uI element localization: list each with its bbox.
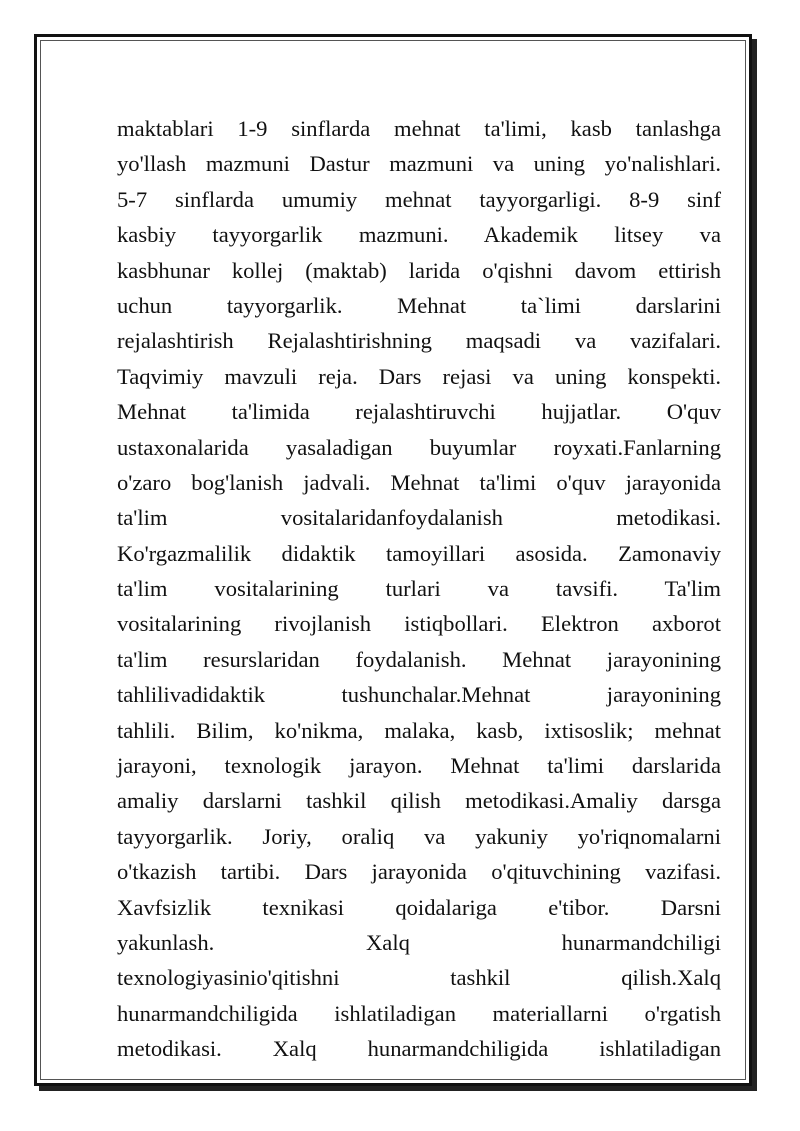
text-line: Mehnat ta'limida rejalashtiruvchi hujjatlar. O'quv — [117, 399, 721, 425]
text-line: kasbiy tayyorgarlik mazmuni. Akademik litsey va — [117, 222, 721, 248]
text-line: ta'lim vositalarining turlari va tavsifi. Ta'lim — [117, 576, 721, 602]
document-body — [117, 111, 721, 1067]
text-line: vositalarining rivojlanish istiqbollari. Elektron axborot — [117, 611, 721, 637]
page-frame — [34, 34, 752, 1086]
text-line: 5-7 sinflarda umumiy mehnat tayyorgarligi. 8-9 sinf — [117, 186, 721, 212]
text-line: yakunlash. Xalq hunarmandchiligi — [117, 929, 721, 955]
text-line: tayyorgarlik. Joriy, oraliq va yakuniy yo'riqnomalarni — [117, 823, 721, 849]
text-line: uchun tayyorgarlik. Mehnat ta`limi darslarini — [117, 292, 721, 318]
text-line: Taqvimiy mavzuli reja. Dars rejasi va uning konspekti. — [117, 363, 721, 389]
text-line: hunarmandchiligida ishlatiladigan materiallarni o'rgatish — [117, 1000, 721, 1026]
text-line: yo'llash mazmuni Dastur mazmuni va uning yo'nalishlari. — [117, 151, 721, 177]
text-line: tahlili. Bilim, ko'nikma, malaka, kasb, ixtisoslik; mehnat — [117, 717, 721, 743]
text-line: kasbhunar kollej (maktab) larida o'qishni davom ettirish — [117, 257, 721, 283]
text-line: Xavfsizlik texnikasi qoidalariga e'tibor. Darsni — [117, 894, 721, 920]
text-line: ta'lim resurslaridan foydalanish. Mehnat jarayonining — [117, 646, 721, 672]
text-line: rejalashtirish Rejalashtirishning maqsadi va vazifalari. — [117, 328, 721, 354]
text-line: tahlilivadidaktik tushunchalar.Mehnat jarayonining — [117, 682, 721, 708]
text-line: ta'lim vositalaridanfoydalanish metodikasi. — [117, 505, 721, 531]
text-line: Ko'rgazmalilik didaktik tamoyillari asosida. Zamonaviy — [117, 540, 721, 566]
text-line: amaliy darslarni tashkil qilish metodikasi.Amaliy darsga — [117, 788, 721, 814]
text-line: ustaxonalarida yasaladigan buyumlar royxati.Fanlarning — [117, 434, 721, 460]
text-line: o'tkazish tartibi. Dars jarayonida o'qituvchining vazifasi. — [117, 859, 721, 885]
text-line: metodikasi. Xalq hunarmandchiligida ishlatiladigan — [117, 1036, 721, 1062]
text-line: maktablari 1-9 sinflarda mehnat ta'limi, kasb tanlashga — [117, 116, 721, 141]
text-line: texnologiyasinio'qitishni tashkil qilish.Xalq — [117, 965, 721, 991]
text-line: jarayoni, texnologik jarayon. Mehnat ta'limi darslarida — [117, 753, 721, 779]
text-line: o'zaro bog'lanish jadvali. Mehnat ta'limi o'quv jarayonida — [117, 469, 721, 495]
